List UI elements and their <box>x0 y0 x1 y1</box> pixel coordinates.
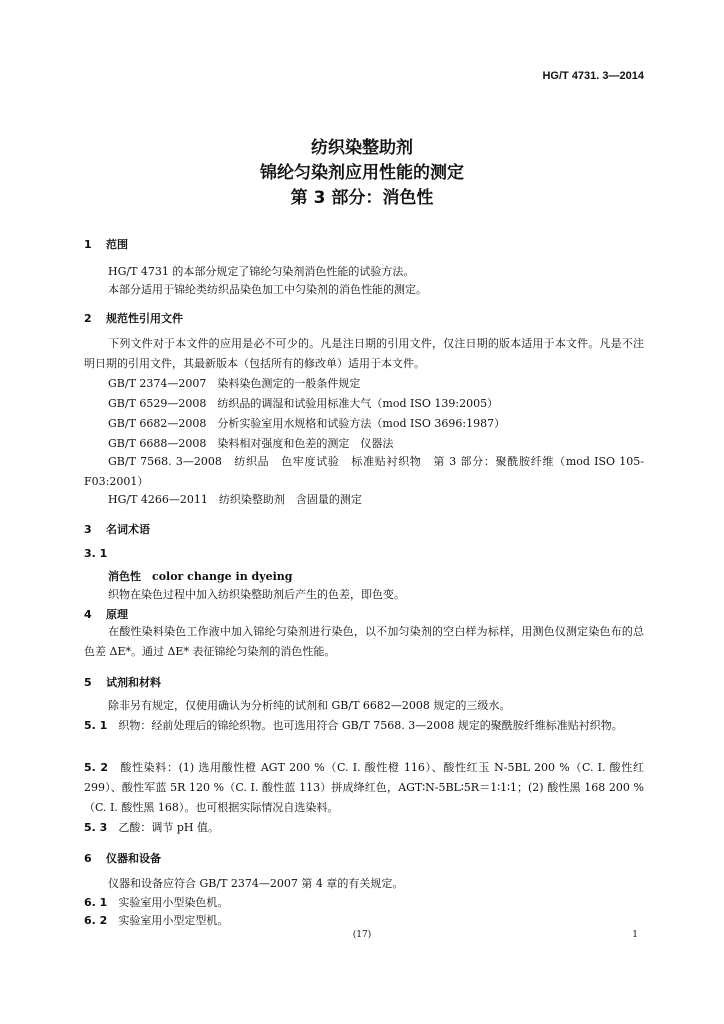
item-6-2 <box>84 913 644 929</box>
reference-item: GB/T 6688—2008 染料相对强度和色差的测定 仪器法 <box>108 437 394 450</box>
item-text: 织物：经前处理后的锦纶织物。也可选用符合 GB/T 7568. 3—2008 规定的聚酰胺纤维标准贴衬织物。 <box>118 719 623 732</box>
item-5-1 <box>84 716 644 736</box>
footer-page-number: 1 <box>632 930 638 940</box>
item-text: 酸性染料：(1) 选用酸性橙 AGT 200 %（C. I. 酸性橙 116）、酸性红玉 N-5BL 200 %（C. I. 酸性红 299）、酸性军蓝 5R 120 %（C. I. 酸性蓝 113）拼成绛红色，AGT∶N-5BL∶5R＝1∶1∶1；(2) 酸性黑 168 200 %（C. I. 酸性黑 168）。也可根据实际情况自选染料。 <box>84 761 644 814</box>
section-5-intro: 除非另有规定，仅使用确认为分析纯的试剂和 GB/T 6682—2008 规定的三级水。 <box>108 699 511 712</box>
standard-code: HG/T 4731. 3—2014 <box>542 70 644 82</box>
footer-page-label: (17) <box>352 930 372 940</box>
item-text: 乙酸：调节 pH 值。 <box>118 821 219 834</box>
reference-item: GB/T 2374—2007 染料染色测定的一般条件规定 <box>108 377 361 390</box>
item-number: 5. 3 <box>84 821 108 834</box>
reference-item: GB/T 6529—2008 纺织品的调湿和试验用标准大气（mod ISO 139:2005） <box>108 397 499 410</box>
section-title: 试剂和材料 <box>106 676 161 689</box>
subsection-3-1-number: 3. 1 <box>84 547 108 560</box>
reference-item-5-text: GB/T 7568. 3—2008 纺织品 色牢度试验 标准贴衬织物 第 3 部分：聚酰胺纤维（mod ISO 105-F03:2001） <box>84 455 644 488</box>
item-number: 6. 1 <box>84 896 108 909</box>
section-4-text <box>84 622 644 662</box>
section-2-intro <box>84 334 644 374</box>
item-number: 5. 1 <box>84 719 108 732</box>
reference-item: HG/T 4266—2011 纺织染整助剂 含固量的测定 <box>108 493 362 506</box>
section-title: 规范性引用文件 <box>106 312 183 325</box>
section-6-heading <box>84 850 161 866</box>
section-4-body: 在酸性染料染色工作液中加入锦纶匀染剂进行染色，以不加匀染剂的空白样为标样，用测色仪测定染色布的总色差 ΔE*。通过 ΔE* 表征锦纶匀染剂的消色性能。 <box>84 625 644 658</box>
section-5-heading <box>84 674 161 690</box>
section-title: 范围 <box>106 238 128 251</box>
section-number: 3 <box>84 523 92 536</box>
reference-item-5 <box>84 452 644 492</box>
section-6-intro: 仪器和设备应符合 GB/T 2374—2007 第 4 章的有关规定。 <box>108 877 404 890</box>
item-text: 实验室用小型定型机。 <box>118 914 229 927</box>
item-number: 5. 2 <box>84 761 108 774</box>
section-1-heading <box>84 236 128 252</box>
section-number: 4 <box>84 608 92 621</box>
section-number: 5 <box>84 676 92 689</box>
section-2-intro-text: 下列文件对于本文件的应用是必不可少的。凡是注日期的引用文件，仅注日期的版本适用于本文件。凡是不注明日期的引用文件，其最新版本（包括所有的修改单）适用于本文件。 <box>84 337 644 370</box>
section-3-heading <box>84 521 150 537</box>
item-5-3 <box>84 820 644 836</box>
section-number: 1 <box>84 238 92 251</box>
item-number: 6. 2 <box>84 914 108 927</box>
section-title: 仪器和设备 <box>106 852 161 865</box>
section-4-heading <box>84 606 128 622</box>
section-number: 2 <box>84 312 92 325</box>
title-line-2: 锦纶匀染剂应用性能的测定 <box>260 163 464 183</box>
reference-item: GB/T 6682—2008 分析实验室用水规格和试验方法（mod ISO 3696:1987） <box>108 417 506 430</box>
section-title: 名词术语 <box>106 523 150 536</box>
item-6-1 <box>84 895 644 911</box>
section-number: 6 <box>84 852 92 865</box>
title-line-1: 纺织染整助剂 <box>311 138 413 158</box>
item-text: 实验室用小型染色机。 <box>118 896 229 909</box>
section-2-heading <box>84 310 183 326</box>
title-line-3: 第 3 部分：消色性 <box>290 188 434 208</box>
term-definition: 织物在染色过程中加入纺织染整助剂后产生的色差，即色变。 <box>108 588 405 601</box>
section-1-para-2: 本部分适用于锦纶类纺织品染色加工中匀染剂的消色性能的测定。 <box>108 283 427 296</box>
item-5-2 <box>84 758 644 818</box>
section-title: 原理 <box>106 608 128 621</box>
term-entry: 消色性 color change in dyeing <box>108 570 293 583</box>
section-1-para-1: HG/T 4731 的本部分规定了锦纶匀染剂消色性能的试验方法。 <box>108 265 415 278</box>
